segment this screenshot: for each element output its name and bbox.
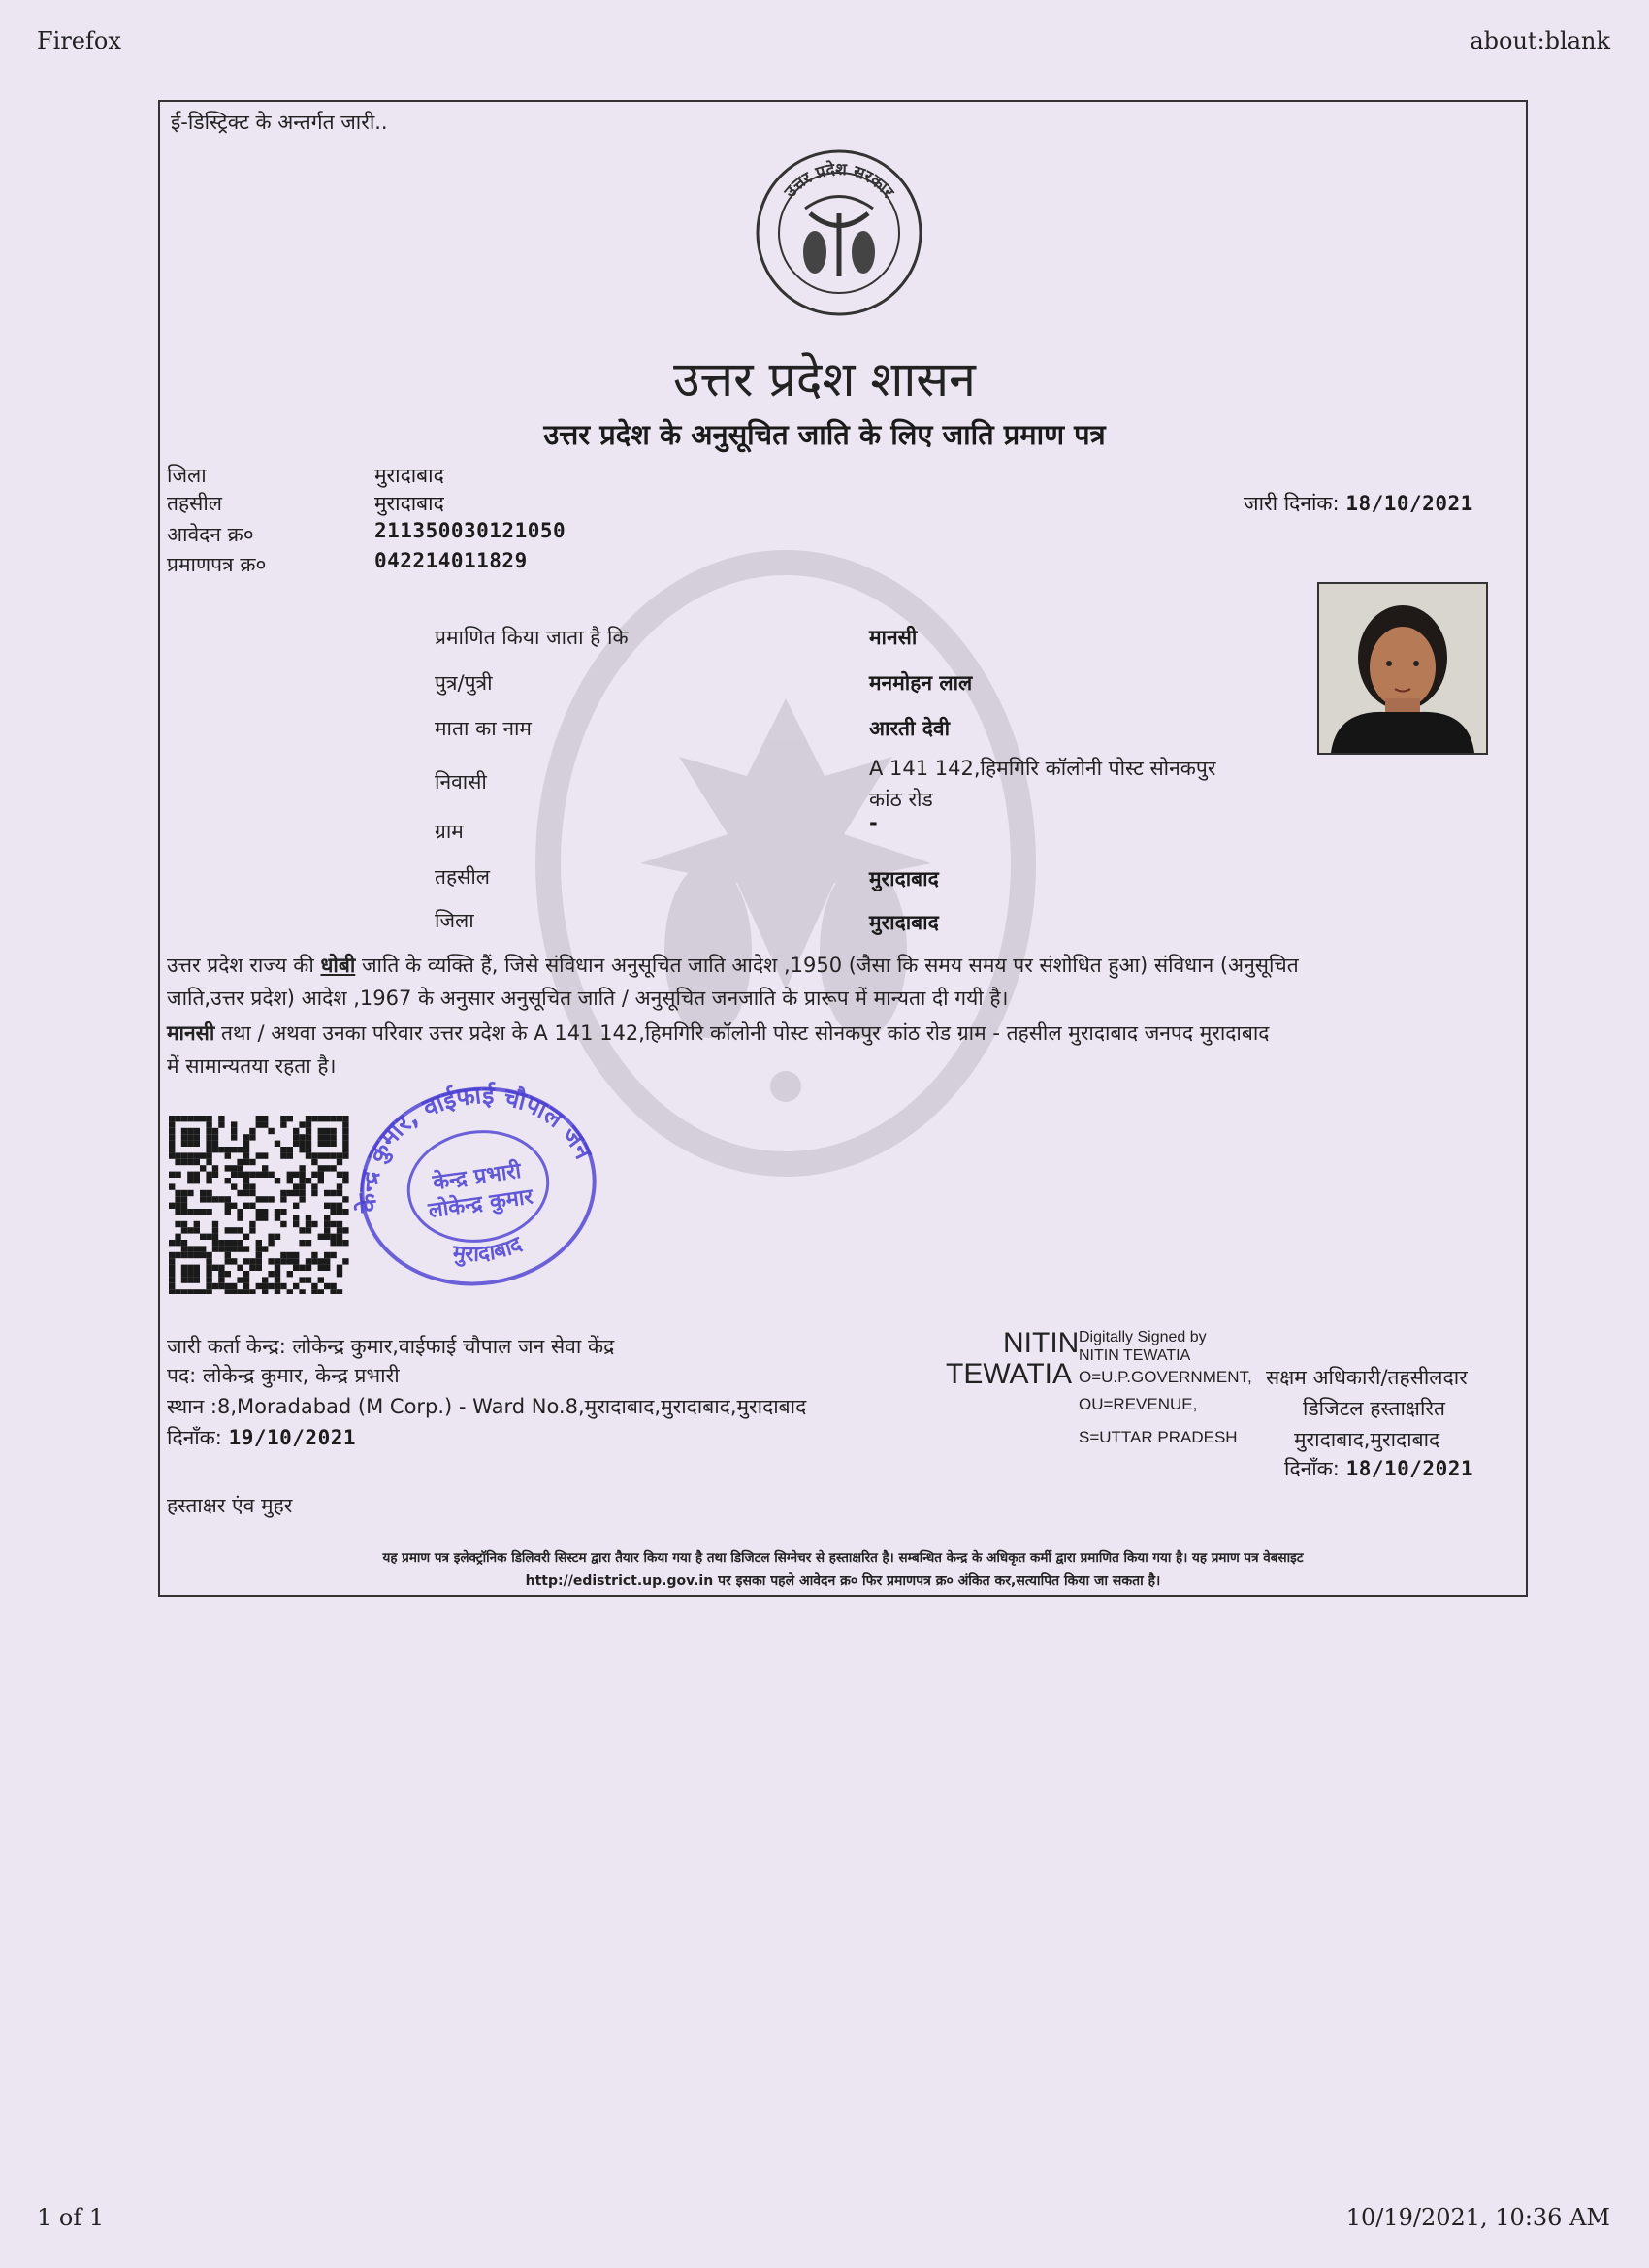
sign-and-seal: हस्ताक्षर एंव मुहर bbox=[167, 1494, 293, 1517]
field-value-district: मुरादाबाद bbox=[869, 911, 939, 934]
digital-signer-name-line2: TEWATIA bbox=[946, 1358, 1072, 1390]
authority-place: मुरादाबाद,मुरादाबाद bbox=[1294, 1428, 1440, 1451]
footer-disclaimer-line1: यह प्रमाण पत्र इलेक्ट्रॉनिक डिलिवरी सिस्टम द्वारा तैयार किया गया है तथा डिजिटल सिग्नेचर से हस्ताक्षरित है। सम्बन्धित केन्द्र के अधिकृत कर्मी द्वारा प्रमाणित किया गया है। यह प्रमाण पत्र वेबसाइट bbox=[382, 1550, 1304, 1566]
field-label-tehsil: तहसील bbox=[435, 865, 490, 889]
state-emblem bbox=[752, 146, 926, 320]
digital-sig-line1: Digitally Signed by bbox=[1079, 1329, 1207, 1345]
field-value-village: - bbox=[869, 811, 878, 834]
certificate-title: उत्तर प्रदेश के अनुसूचित जाति के लिए जाति प्रमाण पत्र bbox=[543, 418, 1106, 451]
field-label-village: ग्राम bbox=[435, 820, 464, 843]
issuer-date-label: दिनाँक: bbox=[167, 1426, 222, 1449]
issuer-post: पद: लोकेन्द्र कुमार, केन्द्र प्रभारी bbox=[167, 1364, 400, 1387]
field-label-district: जिला bbox=[435, 909, 474, 932]
para2-name: मानसी bbox=[167, 1021, 215, 1045]
qr-code bbox=[167, 1114, 351, 1294]
page-count: 1 of 1 bbox=[37, 2204, 105, 2231]
svg-text:मुरादाबाद bbox=[447, 1231, 528, 1271]
issuer-date bbox=[167, 1424, 356, 1451]
browser-url: about:blank bbox=[1470, 27, 1610, 54]
digital-sig-line3: O=U.P.GOVERNMENT, bbox=[1079, 1368, 1252, 1386]
para1-line2: जाति,उत्तर प्रदेश) आदेश ,1967 के अनुसार अनुसूचित जाति / अनुसूचित जनजाति के प्रारूप में मान्यता दी गयी है। bbox=[167, 987, 1009, 1010]
field-value-mother: आरती देवी bbox=[869, 717, 951, 740]
field-label-mother: माता का नाम bbox=[435, 717, 532, 740]
para2-text: तथा / अथवा उनका परिवार उत्तर प्रदेश के A 141 142,हिमगिरि कॉलोनी पोस्ट सोनकपुर कांठ रोड ग्राम - तहसील मुरादाबाद जनपद मुरादाबाद bbox=[214, 1021, 1270, 1045]
stamp-bottom-text: मुरादाबाद bbox=[451, 1232, 526, 1267]
field-value-resident: A 141 142,हिमगिरि कॉलोनी पोस्ट सोनकपुर bbox=[869, 757, 1216, 780]
applicant-photo bbox=[1317, 582, 1488, 755]
authority-signed: डिजिटल हस्ताक्षरित bbox=[1303, 1397, 1445, 1420]
issue-date bbox=[1244, 490, 1473, 517]
para1-text-a: उत्तर प्रदेश राज्य की bbox=[167, 954, 321, 977]
authority-title: सक्षम अधिकारी/तहसीलदार bbox=[1266, 1366, 1468, 1389]
field-value-name: मानसी bbox=[869, 626, 918, 649]
field-label-father: पुत्र/पुत्री bbox=[435, 671, 493, 695]
field-label-resident: निवासी bbox=[435, 770, 487, 794]
stamp-inner-line2: लोकेन्द्र कुमार bbox=[427, 1184, 534, 1224]
certification-paragraph bbox=[167, 949, 1525, 1015]
official-stamp bbox=[347, 1075, 609, 1298]
stamp-outer-text: लोकेन्द्र कुमार, वाईफाई चौपाल जन bbox=[352, 1081, 598, 1214]
meta-district-label: जिला bbox=[167, 464, 207, 487]
stamp-inner-line1: केन्द्र प्रभारी bbox=[431, 1158, 523, 1196]
residence-paragraph bbox=[167, 1017, 1525, 1083]
field-value-tehsil: मुरादाबाद bbox=[869, 867, 939, 891]
digital-sig-line4: OU=REVENUE, bbox=[1079, 1395, 1198, 1413]
meta-tehsil-label: तहसील bbox=[167, 492, 222, 515]
issue-date-value: 18/10/2021 bbox=[1345, 492, 1473, 515]
digital-signer-name-line1: NITIN bbox=[1003, 1327, 1080, 1359]
authority-date bbox=[1284, 1455, 1473, 1482]
meta-certificate-number: 042214011829 bbox=[374, 549, 528, 572]
field-value-father: मनमोहन लाल bbox=[869, 671, 973, 695]
browser-app-name: Firefox bbox=[37, 27, 121, 54]
issue-date-label: जारी दिनांक: bbox=[1244, 492, 1340, 515]
authority-date-label: दिनाँक: bbox=[1284, 1457, 1340, 1480]
meta-tehsil-value: मुरादाबाद bbox=[374, 492, 444, 515]
para1-text-b: जाति के व्यक्ति हैं, जिसे संविधान अनुसूचित जाति आदेश ,1950 (जैसा कि समय समय पर संशोधित हुआ) संविधान (अनुसूचित bbox=[355, 954, 1299, 977]
issuer-center: जारी कर्ता केन्द्र: लोकेन्द्र कुमार,वाईफाई चौपाल जन सेवा केंद्र bbox=[167, 1335, 615, 1358]
emblem-text: उत्तर प्रदेश सरकार bbox=[780, 159, 898, 202]
meta-application-number: 211350030121050 bbox=[374, 519, 566, 542]
govt-title: उत्तर प्रदेश शासन bbox=[673, 351, 976, 407]
field-value-resident-line2: कांठ रोड bbox=[869, 788, 933, 811]
digital-sig-line2: NITIN TEWATIA bbox=[1079, 1347, 1191, 1364]
meta-district-value: मुरादाबाद bbox=[374, 464, 444, 487]
authority-date-value: 18/10/2021 bbox=[1345, 1457, 1474, 1480]
meta-certificate-label: प्रमाणपत्र क्र० bbox=[167, 553, 267, 576]
para2-line2: में सामान्यतया रहता है। bbox=[167, 1054, 337, 1078]
digital-sig-line5: S=UTTAR PRADESH bbox=[1079, 1428, 1238, 1446]
footer-disclaimer-line2: http://edistrict.up.gov.in पर इसका पहले आवेदन क्र० फिर प्रमाणपत्र क्र० अंकित कर,सत्यापित किया जा सकता है। bbox=[525, 1573, 1161, 1589]
print-timestamp: 10/19/2021, 10:36 AM bbox=[1345, 2204, 1610, 2231]
issuer-place: स्थान :8,Moradabad (M Corp.) - Ward No.8,मुरादाबाद,मुरादाबाद,मुरादाबाद bbox=[167, 1395, 807, 1418]
top-note: ई-डिस्ट्रिक्ट के अन्तर्गत जारी.. bbox=[171, 111, 388, 134]
meta-application-label: आवेदन क्र० bbox=[167, 523, 254, 546]
caste-name: धोबी bbox=[320, 954, 356, 977]
issuer-date-value: 19/10/2021 bbox=[228, 1426, 357, 1449]
field-label-name: प्रमाणित किया जाता है कि bbox=[435, 626, 629, 649]
